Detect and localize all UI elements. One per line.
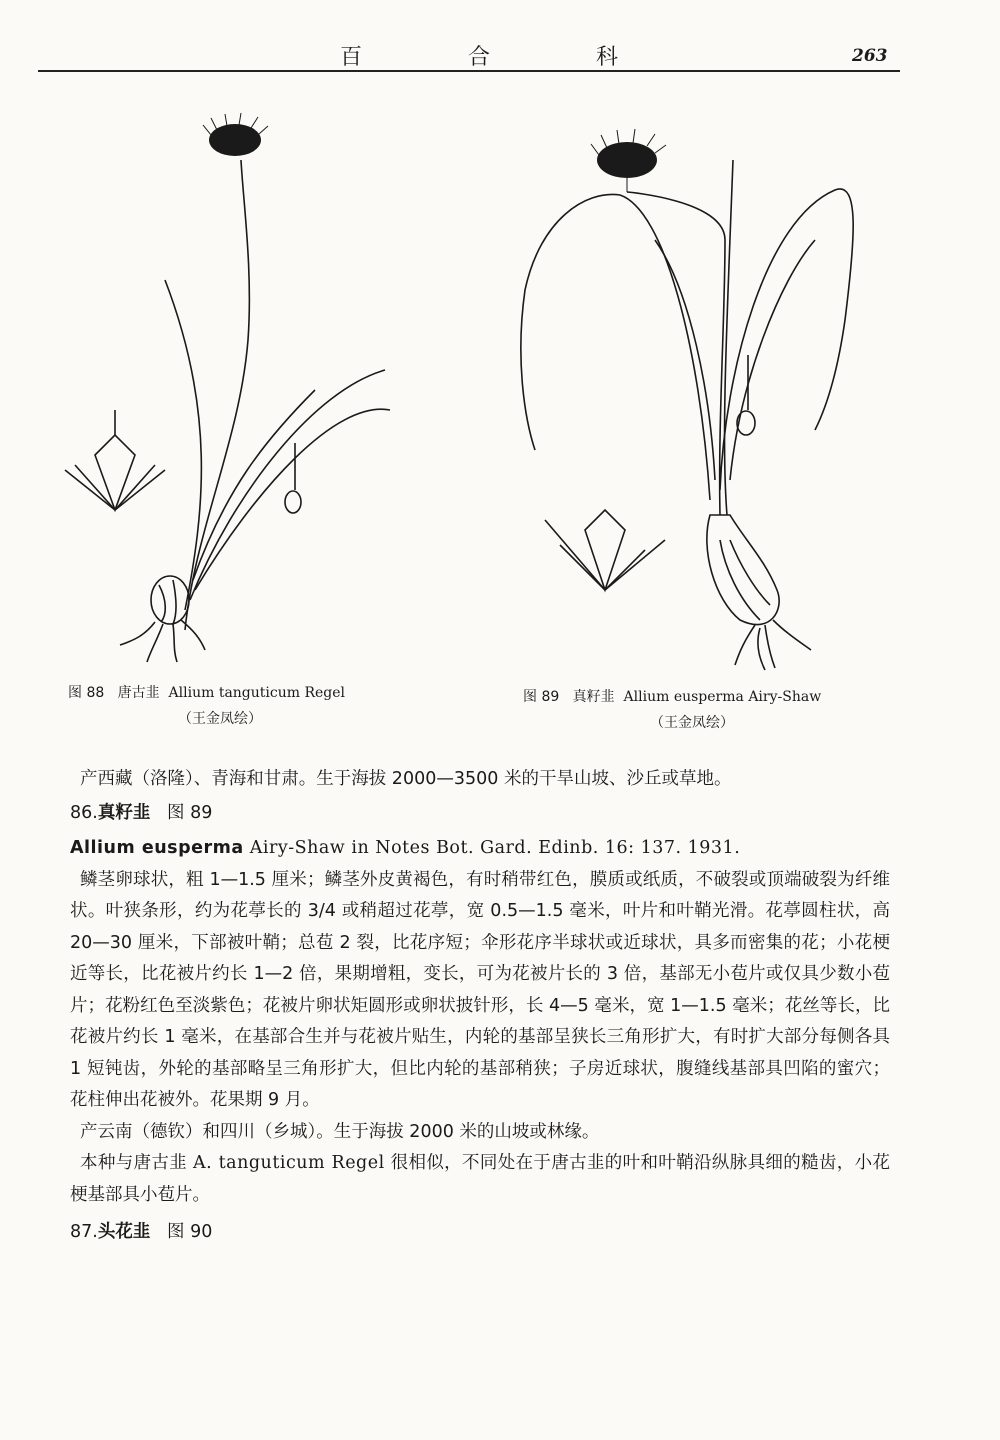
citation-rest: Airy-Shaw in Notes Bot. Gard. Edinb. 16: 137. 1931. bbox=[249, 838, 741, 858]
header-char-1: 百 bbox=[340, 45, 365, 70]
species-86-description: 鳞茎卵球状，粗 1—1.5 厘米；鳞茎外皮黄褐色，有时稍带红色，膜质或纸质，不破裂或顶端破裂为纤维状。叶狭条形，约为花葶长的 3/4 或稍超过花葶，宽 0.5—1.5 毫米，叶片和叶鞘光滑。花葶圆柱状，高 20—30 厘米，下部被叶鞘；总苞 2 裂，比花序短；伞形花序半球状或近球状，具多而密集的花；小花梗近等长，比花被片约长 1—2 倍，果期增粗，变长，可为花被片长的 3 倍，基部无小苞片或仅具少数小苞片；花粉红色至淡紫色；花被片卵状矩圆形或卵状披针形，长 4—5 毫米，宽 1—1.5 毫米；花丝等长，比花被片约长 1 毫米，在基部合生并与花被片贴生，内轮的基部呈狭长三角形扩大，有时扩大部分每侧各具 1 短钝齿，外轮的基部略呈三角形扩大，但比内轮的基部稍狭；子房近球状，腹缝线基部具凹陷的蜜穴；花柱伸出花被外。花果期 9 月。 bbox=[70, 869, 890, 1110]
species-87-name: 头花韭 bbox=[97, 1222, 151, 1242]
figure-88-label: 图 88 bbox=[68, 685, 105, 701]
species-86-number: 86. bbox=[70, 802, 98, 823]
figure-89-name-sci: Allium eusperma Airy-Shaw bbox=[623, 689, 822, 705]
note-sci: A. tanguticum Regel bbox=[193, 1153, 385, 1173]
figure-88-illustration bbox=[55, 110, 435, 670]
species-87-number: 87. bbox=[70, 1222, 98, 1242]
figure-89-illustration bbox=[515, 120, 895, 680]
figure-88-name-sci: Allium tanguticum Regel bbox=[168, 685, 346, 701]
species-86-note bbox=[70, 1148, 890, 1211]
page-number: 263 bbox=[852, 46, 888, 66]
citation-name: Allium eusperma bbox=[70, 838, 244, 858]
species-86-citation bbox=[70, 833, 890, 865]
note-prefix: 本种与唐古韭 bbox=[80, 1153, 188, 1173]
figure-89-label: 图 89 bbox=[523, 689, 560, 705]
figure-89-name-cn: 真籽韭 bbox=[572, 689, 615, 705]
running-header bbox=[340, 40, 620, 71]
species-87-figure-ref: 图 90 bbox=[167, 1222, 213, 1242]
body-text bbox=[70, 764, 890, 1249]
note-suffix: 很相似，不同处在于唐古韭的叶和叶鞘沿纵脉具细的糙齿，小花梗基部具小苞片。 bbox=[70, 1153, 890, 1205]
species-86-name: 真籽韭 bbox=[97, 802, 151, 823]
figure-89-caption bbox=[523, 686, 821, 706]
species-86-figure-ref: 图 89 bbox=[167, 802, 213, 823]
header-char-3: 科 bbox=[595, 45, 620, 70]
previous-species-distribution: 产西藏（洛隆）、青海和甘肃。生于海拔 2000—3500 米的干旱山坡、沙丘或草地。 bbox=[80, 769, 732, 789]
species-86-distribution: 产云南（德钦）和四川（乡城）。生于海拔 2000 米的山坡或林缘。 bbox=[80, 1121, 600, 1142]
header-rule bbox=[38, 70, 900, 72]
species-86-heading bbox=[70, 798, 890, 830]
species-87-heading bbox=[70, 1217, 890, 1249]
figure-88-name-cn: 唐古韭 bbox=[117, 685, 160, 701]
figure-88-caption bbox=[68, 682, 345, 702]
figure-88-credit: （王金凤绘） bbox=[178, 711, 262, 727]
header-char-2: 合 bbox=[467, 45, 492, 70]
figure-89-credit: （王金凤绘） bbox=[650, 715, 734, 731]
